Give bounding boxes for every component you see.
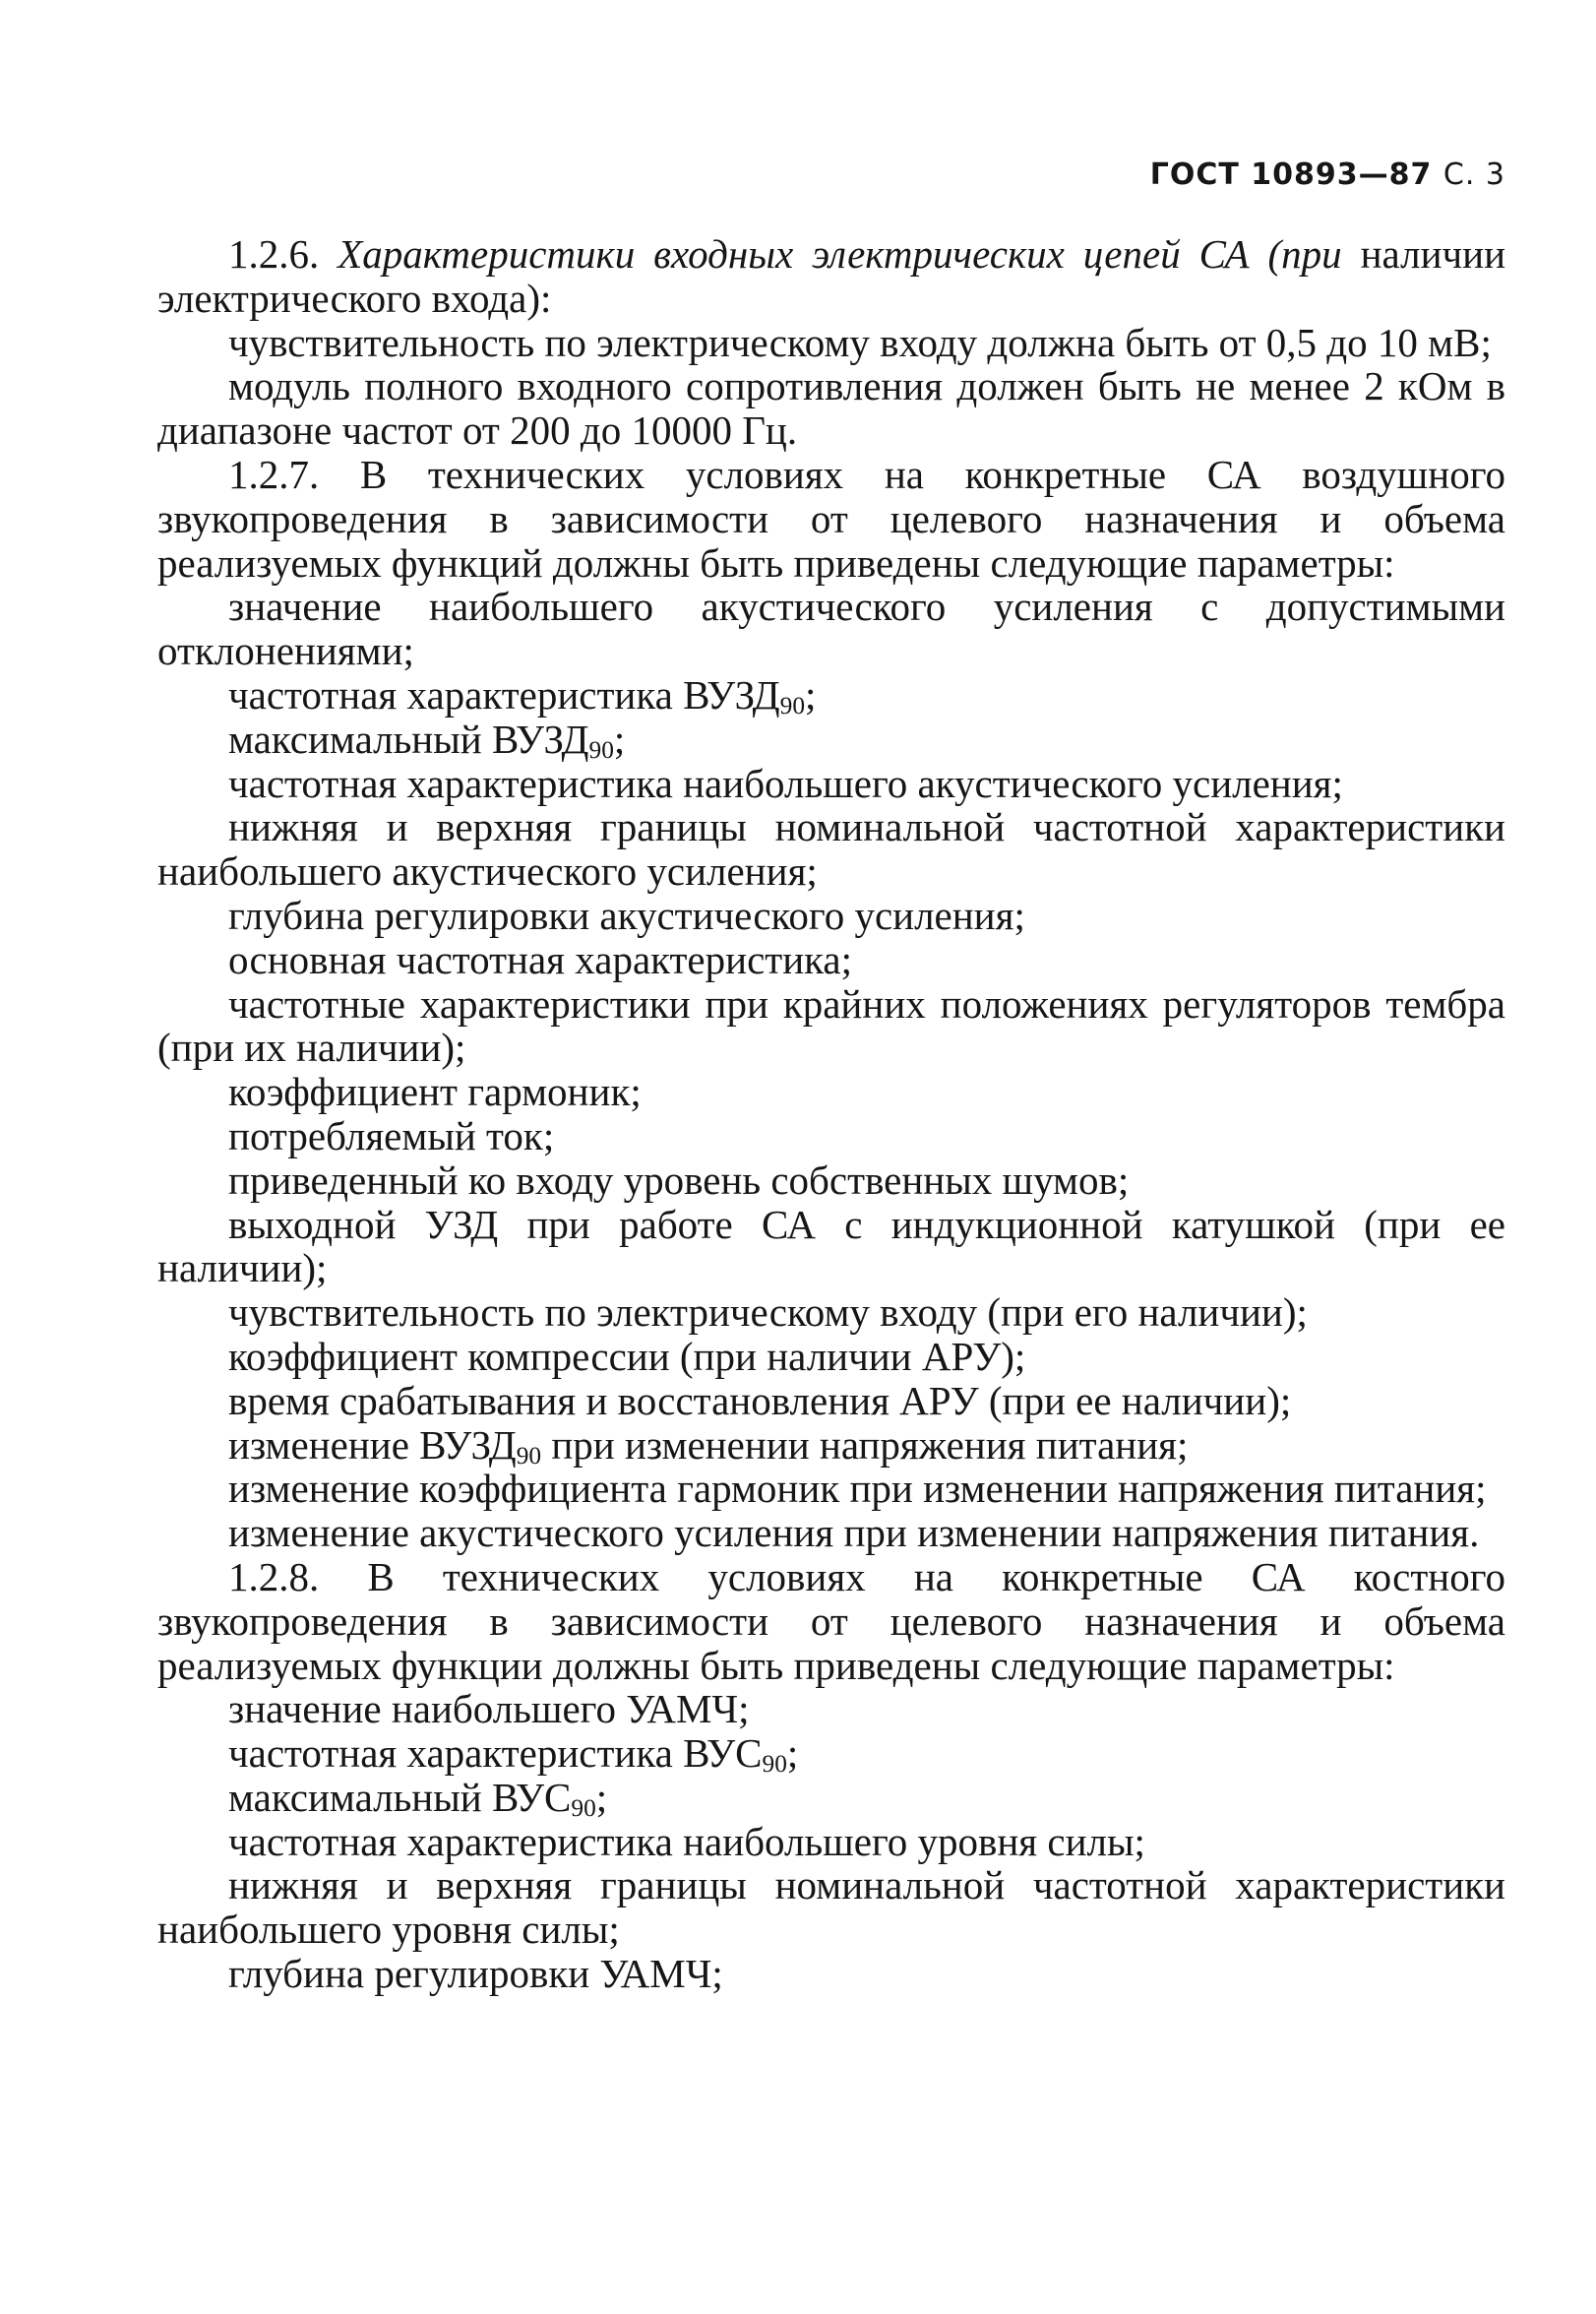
page-number: С. 3	[1443, 157, 1505, 192]
text-run: максимальный ВУЗД	[228, 716, 589, 762]
standard-number: ГОСТ 10893—87	[1149, 157, 1433, 192]
text-run: коэффициент гармоник;	[228, 1069, 642, 1115]
paragraph	[157, 1290, 1505, 1335]
subscript: 90	[779, 692, 806, 720]
text-run: частотная характеристика наибольшего уровня силы;	[228, 1818, 1145, 1864]
paragraph	[157, 718, 1505, 762]
text-run: наличии электрического входа):	[157, 231, 1506, 321]
paragraph	[157, 453, 1505, 585]
paragraph	[157, 1776, 1505, 1820]
text-run: изменение акустического усиления при изменении напряжения питания.	[228, 1510, 1480, 1556]
text-run: ;	[786, 1730, 799, 1777]
paragraph	[157, 585, 1505, 673]
paragraph	[157, 1952, 1505, 1996]
text-run: глубина регулировки УАМЧ;	[228, 1951, 723, 1997]
text-run: частотные характеристики при крайних положениях регуляторов тембра (при их наличии);	[157, 980, 1505, 1071]
subscript: 90	[588, 735, 614, 764]
text-run: нижняя и верхняя границы номинальной частотной характеристики наибольшего уровня силы;	[157, 1862, 1505, 1953]
text-run: значение наибольшего УАМЧ;	[228, 1686, 750, 1732]
paragraph	[157, 1820, 1505, 1864]
text-run: ;	[595, 1774, 608, 1820]
running-header	[1150, 154, 1505, 198]
paragraph	[157, 1158, 1505, 1203]
text-run: чувствительность по электрическому входу (при его наличии);	[228, 1289, 1308, 1336]
paragraph	[157, 1203, 1505, 1291]
paragraph	[157, 894, 1505, 938]
text-run: выходной УЗД при работе СА с индукционной катушкой (при ее наличии);	[157, 1201, 1505, 1291]
clause-heading	[157, 232, 1505, 321]
paragraph	[157, 1555, 1505, 1687]
paragraph	[157, 1114, 1505, 1158]
text-run: приведенный ко входу уровень собственных шумов;	[228, 1157, 1130, 1203]
subscript: 90	[516, 1441, 542, 1470]
text-run: нижняя и верхняя границы номинальной частотной характеристики наибольшего акустического усиления;	[157, 804, 1505, 895]
paragraph	[157, 1467, 1505, 1511]
text-run: 1.2.6.	[228, 231, 338, 277]
paragraph	[157, 1423, 1505, 1468]
text-run: частотная характеристика ВУЗД	[228, 671, 780, 718]
text-run: значение наибольшего акустического усиления с допустимыми отклонениями;	[157, 584, 1505, 674]
text-run: Характеристики входных электрических цепей СА (при	[338, 231, 1342, 277]
paragraph	[157, 321, 1505, 365]
paragraph	[157, 1379, 1505, 1423]
text-run: при изменении напряжения питания;	[541, 1421, 1189, 1468]
subscript: 90	[571, 1793, 596, 1822]
text-run: чувствительность по электрическому входу должна быть от 0,5 до 10 мВ;	[228, 319, 1492, 365]
paragraph	[157, 1730, 1505, 1779]
paragraph	[157, 982, 1505, 1071]
paragraph	[157, 1335, 1505, 1379]
text-run: частотная характеристика наибольшего акустического усиления;	[228, 760, 1343, 806]
text-run: 1.2.8. В технических условиях на конкретные СА костного звукопроведения в зависимости от целевого назначения и объема реализуемых функции должны быть приведены следующие параметры:	[157, 1553, 1505, 1688]
text-run: 1.2.7. В технических условиях на конкретные СА воздушного звукопроведения в зависимости от целевого назначения и объема реализуемых функций должны быть приведены следующие параметры:	[157, 451, 1505, 586]
paragraph	[157, 1863, 1505, 1952]
text-run: частотная характеристика ВУС	[228, 1730, 763, 1777]
text-run: время срабатывания и восстановления АРУ (при ее наличии);	[228, 1377, 1292, 1423]
text-run: потребляемый ток;	[228, 1112, 555, 1158]
text-run: модуль полного входного сопротивления должен быть не менее 2 кОм в диапазоне частот от 200 до 10000 Гц.	[157, 363, 1505, 454]
text-run: изменение коэффициента гармоник при изменении напряжения питания;	[228, 1466, 1487, 1512]
text-run: глубина регулировки акустического усиления;	[228, 892, 1025, 938]
paragraph	[157, 1511, 1505, 1555]
paragraph	[157, 762, 1505, 806]
paragraph	[157, 1687, 1505, 1731]
text-run: изменение ВУЗД	[228, 1421, 517, 1468]
paragraph	[157, 938, 1505, 982]
paragraph	[157, 673, 1505, 718]
paragraph	[157, 364, 1505, 453]
text-run: коэффициент компрессии (при наличии АРУ);	[228, 1333, 1026, 1379]
document-body	[157, 232, 1505, 1996]
text-run: максимальный ВУС	[228, 1774, 572, 1820]
text-run: ;	[805, 671, 817, 718]
subscript: 90	[762, 1750, 787, 1779]
paragraph	[157, 1070, 1505, 1114]
text-run: основная частотная характеристика;	[228, 936, 853, 982]
text-run: ;	[613, 716, 626, 762]
paragraph	[157, 805, 1505, 894]
